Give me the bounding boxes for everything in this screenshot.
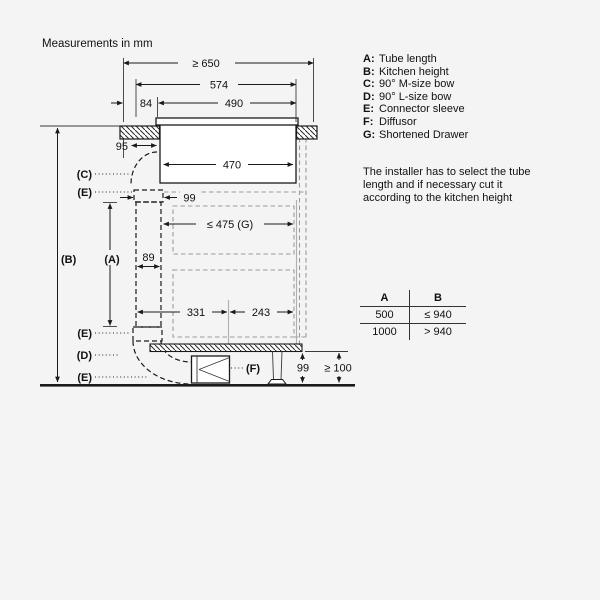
note-line: length and if necessary cut it <box>363 179 503 191</box>
dim-hob-total: 574 <box>209 79 229 92</box>
connector-sleeve-top <box>134 190 163 202</box>
legend-label: 90° M-size bow <box>379 78 455 91</box>
legend-label: Connector sleeve <box>379 103 465 116</box>
legend-item-a <box>363 53 468 66</box>
tube-length-table <box>360 290 466 340</box>
legend-key: E: <box>363 103 374 116</box>
label-bow-l: (D) <box>76 350 92 362</box>
legend-label: Diffusor <box>379 115 417 128</box>
legend-key: B: <box>363 65 375 78</box>
dim-min-width: ≥ 650 <box>192 58 220 70</box>
diffusor <box>192 356 230 383</box>
legend-label: Tube length <box>379 53 437 65</box>
dim-floor-clearance: ≥ 100 <box>324 362 352 375</box>
floor-line <box>40 384 355 387</box>
legend-item-d <box>363 91 468 104</box>
dim-drawer: ≤ 475 (G) <box>206 219 254 231</box>
legend-label: Shortened Drawer <box>379 128 469 141</box>
hob-body <box>160 124 296 183</box>
dim-right-span: 243 <box>251 307 271 319</box>
worktop-left <box>120 126 160 139</box>
cabinet-bottom-panel <box>150 344 302 352</box>
dim-hob-inner: 490 <box>224 98 244 110</box>
dim-plinth-height: 99 <box>296 362 310 375</box>
legend-item-b <box>363 66 468 79</box>
legend-label: Kitchen height <box>379 65 449 78</box>
legend-item-g <box>363 129 468 142</box>
connector-sleeve-bottom <box>133 327 162 341</box>
legend-key: G: <box>363 128 376 141</box>
drawer-lower-outline <box>173 270 294 337</box>
table-cell: 500 <box>360 307 410 324</box>
dim-sleeve-width: 99 <box>183 192 196 205</box>
label-sleeve-top: (E) <box>77 187 92 199</box>
dim-left-span: 331 <box>186 307 206 319</box>
table-cell: > 940 <box>424 326 452 338</box>
legend-key: A: <box>363 53 375 65</box>
table-header-b: B <box>410 290 466 307</box>
note-line: according to the kitchen height <box>363 192 513 204</box>
label-tube: (A) <box>104 254 120 266</box>
table-cell: 1000 <box>360 324 410 340</box>
dim-tube-width: 89 <box>142 252 155 264</box>
worktop-right <box>297 126 318 139</box>
legend-label: 90° L-size bow <box>379 90 452 103</box>
legend <box>363 53 468 141</box>
label-bow-m: (C) <box>76 169 92 181</box>
extension-lines <box>103 58 314 327</box>
label-sleeve-bottom: (E) <box>77 328 92 340</box>
dim-hob-body: 470 <box>222 159 242 172</box>
installer-note <box>363 166 531 205</box>
legend-item-f <box>363 116 468 129</box>
label-kitchen-height: (B) <box>61 254 77 266</box>
dimensions <box>58 56 352 383</box>
table-cell: ≤ 940 <box>410 307 466 324</box>
page-title: Measurements in mm <box>42 38 153 50</box>
label-sleeve-outlet: (E) <box>77 372 92 384</box>
tube <box>136 202 161 327</box>
legend-key: D: <box>363 90 375 103</box>
legend-key: F: <box>363 115 374 128</box>
label-diffusor: (F) <box>246 363 261 375</box>
bow-m-arc <box>131 152 157 184</box>
dim-left-offset: 84 <box>139 98 153 110</box>
legend-item-c <box>363 78 468 91</box>
hob-glass <box>156 118 298 125</box>
legend-key: C: <box>363 78 375 91</box>
table-header-a: A <box>360 290 410 307</box>
dim-bow-offset: 95 <box>115 141 128 153</box>
cabinet-leg <box>268 352 286 385</box>
legend-item-e <box>363 103 468 116</box>
note-line: The installer has to select the tube <box>363 166 531 178</box>
